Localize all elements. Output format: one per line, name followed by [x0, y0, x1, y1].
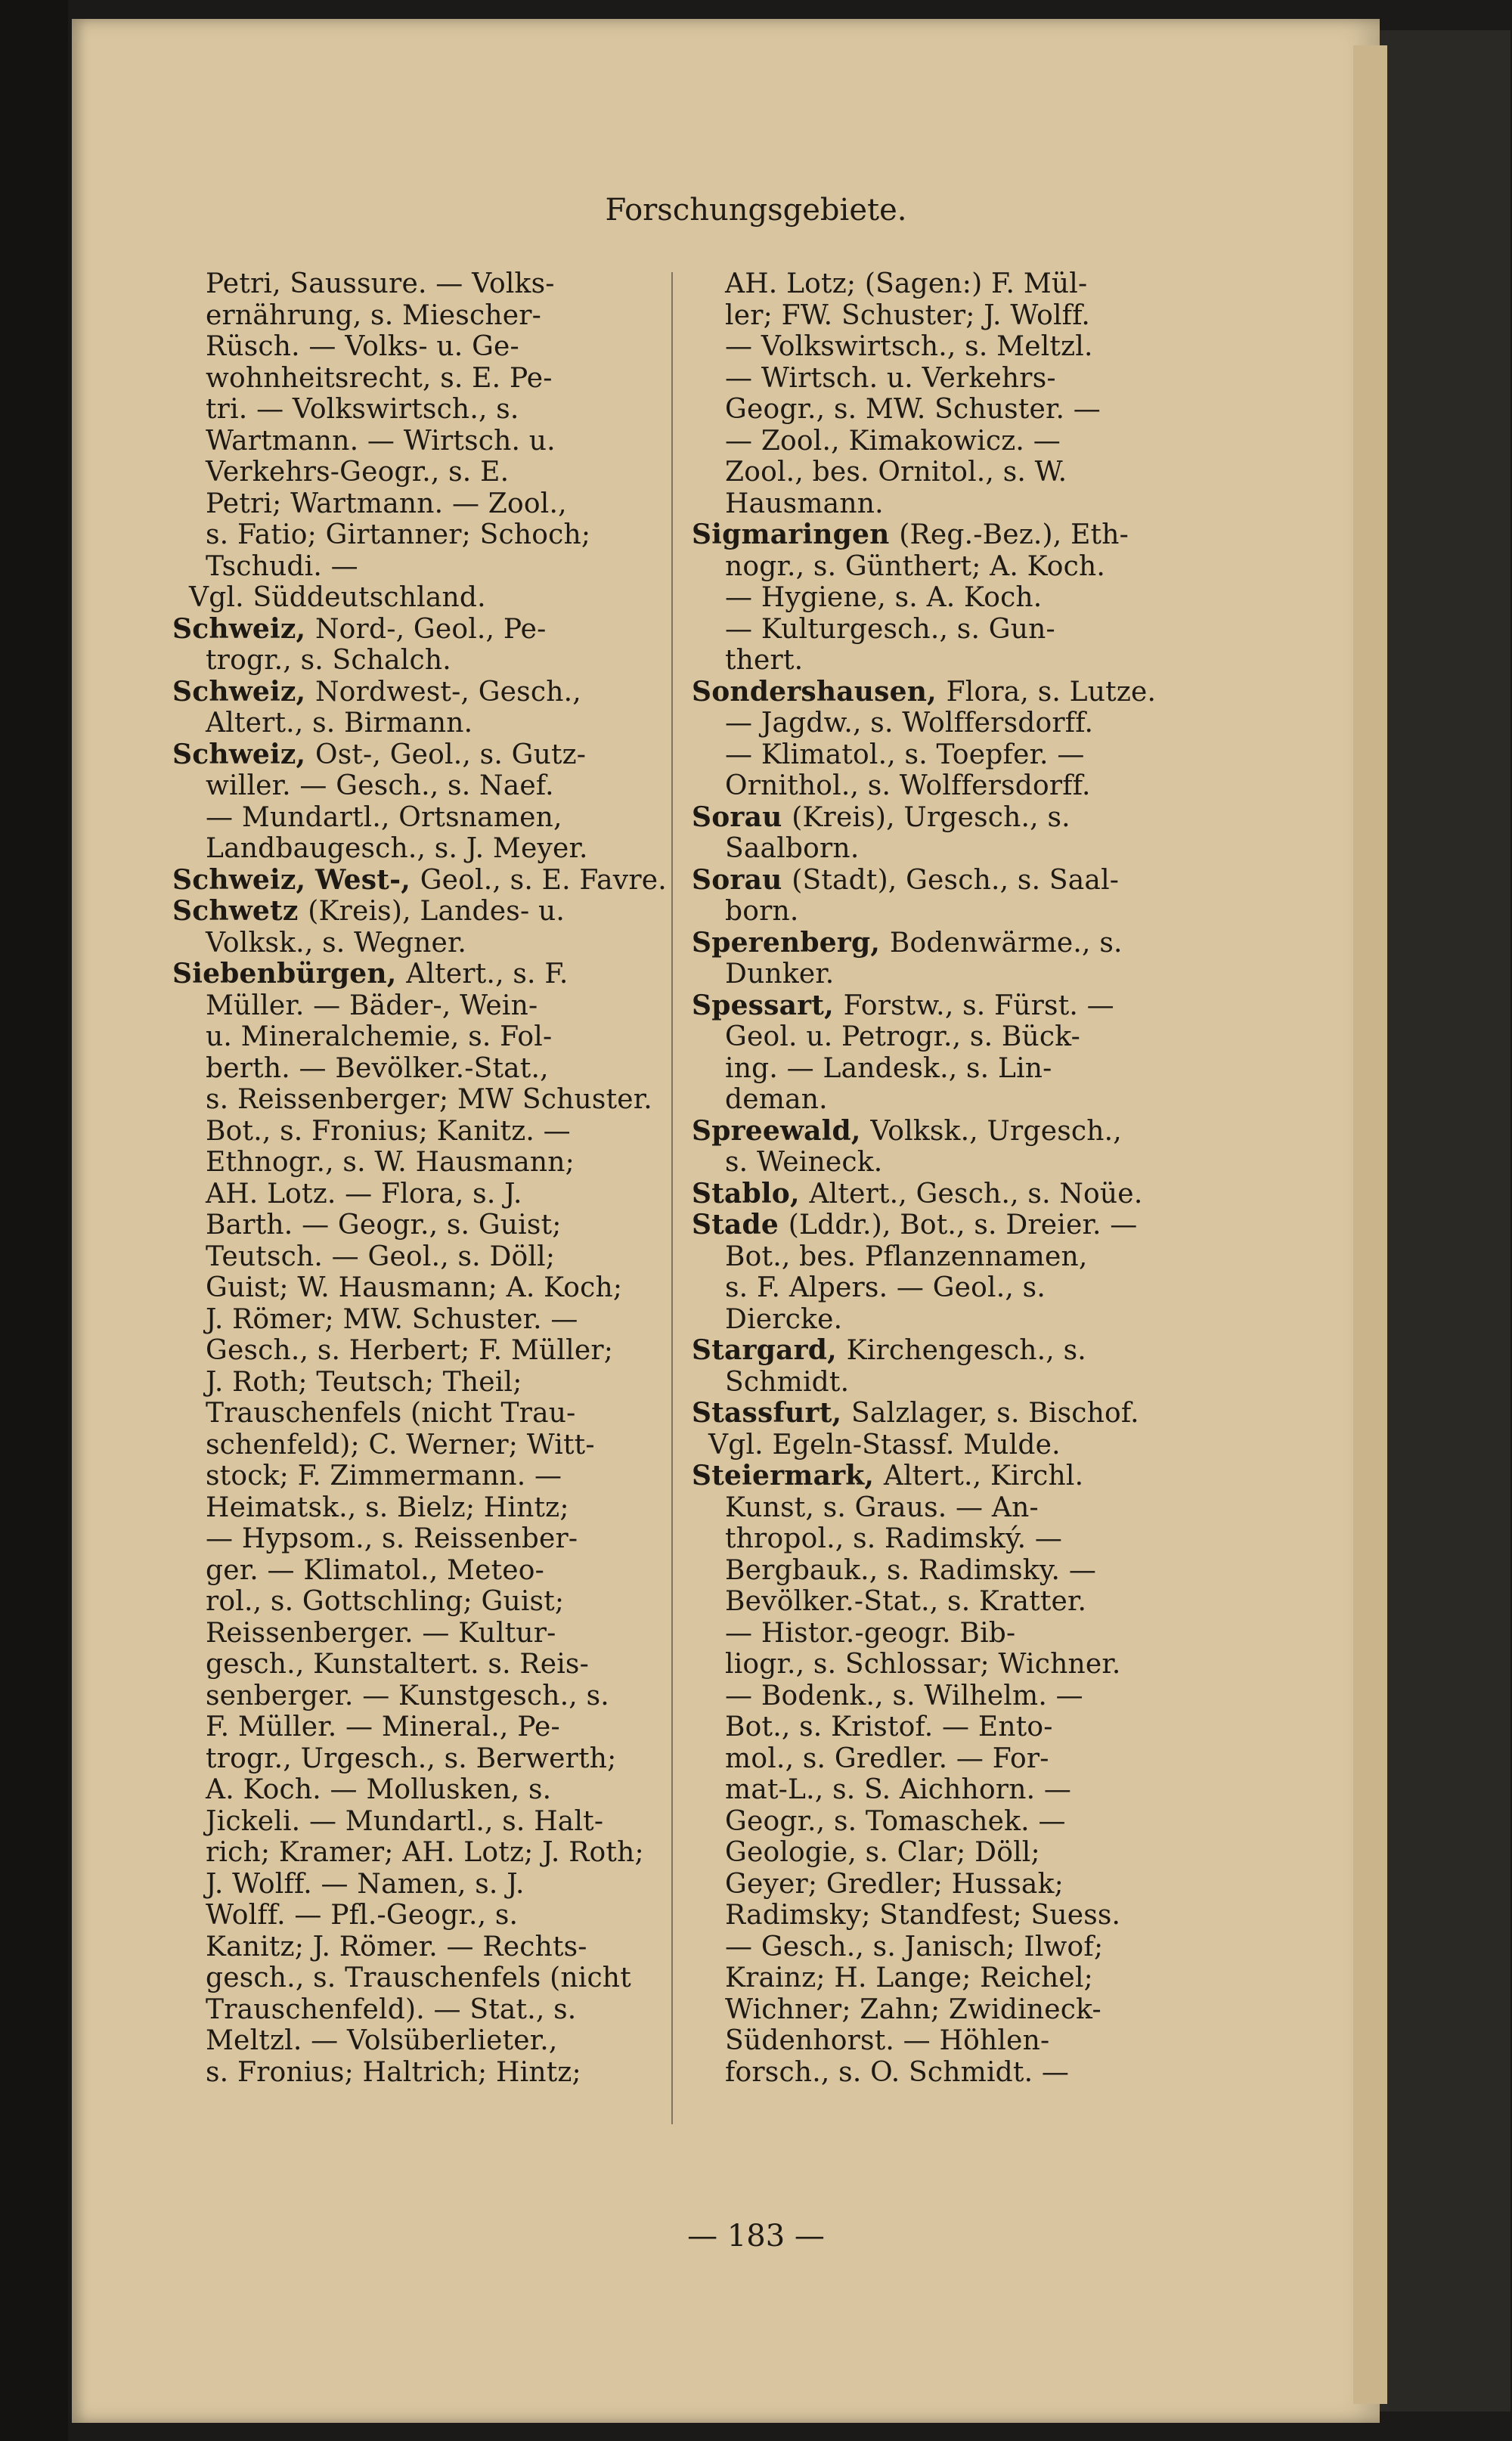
index-headword: Schwetz [172, 895, 308, 927]
index-entry-text: Wichner; Zahn; Zwidineck- [725, 1993, 1101, 2025]
index-entry-line [172, 1241, 661, 1273]
index-entry-line [172, 1272, 661, 1304]
index-headword: Steiermark, [692, 1460, 884, 1492]
index-headword: Spreewald, [692, 1114, 871, 1147]
index-entry-heading-line [172, 677, 661, 708]
index-entry-heading-line [172, 896, 661, 928]
index-entry-text: Petri, Saussure. — Volks- [206, 268, 555, 299]
index-entry-text: stock; F. Zimmermann. — [206, 1461, 562, 1492]
index-entry-text: berth. — Bevölker.-Stat., [206, 1052, 549, 1084]
index-headword: Schweiz, [172, 612, 315, 645]
index-entry-line [692, 1492, 1183, 1524]
index-entry-line [172, 268, 661, 300]
index-entry-line [692, 1837, 1183, 1869]
index-entry-line [172, 1523, 661, 1555]
index-entry-line [692, 1367, 1183, 1399]
index-entry-line [692, 1994, 1183, 2026]
index-entry-text: trogr., s. Schalch. [206, 645, 451, 676]
index-entry-text: — Hypsom., s. Reissenber- [206, 1523, 578, 1554]
index-entry-text: Altert., Kirchl. [883, 1461, 1084, 1492]
index-entry-line [692, 1523, 1183, 1555]
index-entry-text: — Gesch., s. Janisch; Ilwof; [725, 1931, 1104, 1962]
index-headword: Sperenberg, [692, 926, 890, 959]
index-entry-text: trogr., Urgesch., s. Berwerth; [206, 1742, 617, 1774]
index-entry-heading-line [172, 959, 661, 990]
index-entry-text: Trauschenfels (nicht Trau- [206, 1398, 576, 1429]
index-entry-text: — Kulturgesch., s. Gun- [725, 613, 1055, 645]
index-entry-line [692, 896, 1183, 928]
index-entry-text: Kunst, s. Graus. — An- [725, 1492, 1039, 1523]
index-entry-line [692, 645, 1183, 677]
scan-background-left [0, 0, 68, 2441]
index-entry-line [172, 2057, 661, 2089]
index-entry-text: Kanitz; J. Römer. — Rechts- [206, 1931, 587, 1962]
index-headword: Stargard, [692, 1334, 847, 1366]
index-entry-heading-line [692, 865, 1183, 897]
index-entry-line [172, 1021, 661, 1053]
index-entry-line [692, 959, 1183, 990]
index-entry-line [692, 1241, 1183, 1273]
index-entry-text: — Jagdw., s. Wolffersdorff. [725, 708, 1094, 739]
index-entry-text: wohnheitsrecht, s. E. Pe- [206, 362, 553, 394]
index-entry-line [692, 614, 1183, 646]
index-entry-text: (Kreis), Landes- u. [308, 896, 565, 927]
index-entry-text: Teutsch. — Geol., s. Döll; [206, 1241, 556, 1272]
index-entry-line [692, 1962, 1183, 1994]
index-entry-line [172, 1618, 661, 1650]
index-entry-text: Geogr., s. Tomaschek. — [725, 1805, 1066, 1837]
index-entry-text: Tschudi. — [206, 550, 358, 582]
index-entry-heading-line [692, 1210, 1183, 1241]
index-entry-line [172, 1053, 661, 1085]
index-entry-text: — Hygiene, s. A. Koch. [725, 582, 1043, 613]
index-entry-text: Südenhorst. — Höhlen- [725, 2025, 1050, 2056]
index-headword: Schweiz, [172, 675, 315, 708]
index-entry-line [692, 1586, 1183, 1618]
index-entry-text: Kirchengesch., s. [846, 1335, 1086, 1366]
index-entry-text: A. Koch. — Mollusken, s. [206, 1774, 552, 1805]
index-entry-text: (Lddr.), Bot., s. Dreier. — [788, 1210, 1138, 1241]
index-entry-line [692, 426, 1183, 457]
index-entry-text: Wolff. — Pfl.-Geogr., s. [206, 1900, 519, 1931]
index-entry-heading-line [692, 1116, 1183, 1148]
index-entry-line [172, 708, 661, 739]
index-entry-line [172, 1681, 661, 1712]
index-entry-text: Bot., s. Kristof. — Ento- [725, 1711, 1053, 1742]
index-entry-text: Ost-, Geol., s. Gutz- [314, 739, 587, 770]
index-entry-text: Barth. — Geogr., s. Guist; [206, 1210, 562, 1241]
index-entry-line [172, 990, 661, 1022]
index-entry-line [692, 1931, 1183, 1963]
index-entry-text: u. Mineralchemie, s. Fol- [206, 1021, 553, 1052]
running-header: Forschungsgebiete. [605, 193, 907, 228]
index-entry-text: Heimatsk., s. Bielz; Hintz; [206, 1492, 569, 1523]
index-entry-text: liogr., s. Schlossar; Wichner. [725, 1649, 1121, 1680]
index-entry-line [692, 708, 1183, 739]
index-entry-text: Geologie, s. Clar; Döll; [725, 1837, 1040, 1868]
index-entry-text: Reissenberger. — Kultur- [206, 1617, 556, 1649]
index-entry-text: ler; FW. Schuster; J. Wolff. [725, 299, 1091, 331]
index-entry-text: Geogr., s. MW. Schuster. — [725, 394, 1101, 425]
index-entry-line [692, 1649, 1183, 1681]
index-entry-line [692, 1711, 1183, 1743]
index-entry-heading-line [692, 1398, 1183, 1430]
index-entry-line [692, 1555, 1183, 1587]
index-entry-text: Wartmann. — Wirtsch. u. [206, 425, 556, 457]
index-entry-line [692, 457, 1183, 488]
index-entry-line [172, 1900, 661, 1931]
index-entry-text: forsch., s. O. Schmidt. — [725, 2056, 1070, 2088]
index-entry-heading-line [172, 614, 661, 646]
index-entry-line [172, 1837, 661, 1869]
index-entry-text: J. Wolff. — Namen, s. J. [206, 1868, 525, 1900]
index-headword: Siebenbürgen, [172, 958, 407, 990]
index-entry-text: (Kreis), Urgesch., s. [792, 801, 1070, 833]
index-entry-text: mol., s. Gredler. — For- [725, 1742, 1049, 1774]
index-entry-text: Nordwest-, Gesch., [314, 676, 581, 708]
index-entry-line [692, 2057, 1183, 2089]
index-entry-text: willer. — Gesch., s. Naef. [206, 770, 554, 801]
index-entry-line [172, 802, 661, 834]
index-entry-line [172, 300, 661, 332]
index-entry-line [172, 833, 661, 865]
index-entry-line [172, 645, 661, 677]
index-entry-text: tri. — Volkswirtsch., s. [206, 394, 519, 425]
index-entry-text: Radimsky; Standfest; Suess. [725, 1900, 1121, 1931]
index-entry-text: Vgl. Süddeutschland. [189, 582, 486, 613]
index-entry-text: Vgl. Egeln-Stassf. Mulde. [708, 1429, 1061, 1461]
index-entry-line [172, 488, 661, 520]
index-entry-line [172, 1774, 661, 1806]
index-entry-text: Saalborn. [725, 833, 860, 864]
index-entry-line [172, 1084, 661, 1116]
index-entry-text: AH. Lotz; (Sagen:) F. Mül- [725, 268, 1088, 299]
index-entry-text: F. Müller. — Mineral., Pe- [206, 1711, 560, 1742]
index-entry-line [692, 488, 1183, 520]
index-entry-text: J. Römer; MW. Schuster. — [206, 1303, 578, 1335]
index-headword: Sorau [692, 863, 792, 896]
index-entry-line [172, 1461, 661, 1492]
index-entry-line [692, 1869, 1183, 1900]
index-entry-heading-line [692, 802, 1183, 834]
index-entry-line [692, 300, 1183, 332]
index-entry-text: Bergbauk., s. Radimsky. — [725, 1554, 1097, 1586]
index-entry-line [692, 551, 1183, 583]
index-entry-text: — Histor.-geogr. Bib- [725, 1617, 1016, 1649]
index-entry-line [172, 1116, 661, 1148]
index-entry-text: Volksk., s. Wegner. [206, 927, 467, 959]
index-entry-text: Ethnogr., s. W. Hausmann; [206, 1147, 575, 1178]
index-entry-line [172, 1335, 661, 1367]
index-entry-text: thropol., s. Radimský. — [725, 1523, 1063, 1554]
index-entry-line [692, 1053, 1183, 1085]
index-entry-line [692, 1147, 1183, 1179]
index-entry-line [692, 582, 1183, 614]
index-entry-text: J. Roth; Teutsch; Theil; [206, 1366, 522, 1398]
index-entry-text: mat-L., s. S. Aichhorn. — [725, 1774, 1072, 1805]
index-entry-line [172, 519, 661, 551]
index-entry-text: Bevölker.-Stat., s. Kratter. [725, 1586, 1087, 1617]
column-divider [671, 272, 673, 2124]
index-entry-line [172, 2025, 661, 2057]
index-entry-line [692, 770, 1183, 802]
index-entry-heading-line [172, 739, 661, 771]
index-entry-heading-line [692, 928, 1183, 959]
index-headword: Stablo, [692, 1177, 810, 1210]
index-entry-text: ger. — Klimatol., Meteo- [206, 1554, 545, 1586]
index-entry-line [692, 268, 1183, 300]
index-entry-line [172, 426, 661, 457]
index-entry-text: Petri; Wartmann. — Zool., [206, 488, 567, 519]
index-entry-text: — Zool., Kimakowicz. — [725, 425, 1061, 457]
index-entry-text: Bodenwärme., s. [889, 927, 1123, 959]
index-entry-line [172, 1994, 661, 2026]
index-entry-line [172, 1398, 661, 1430]
index-entry-text: Müller. — Bäder-, Wein- [206, 990, 538, 1021]
index-entry-line [172, 1179, 661, 1210]
index-entry-text: — Mundartl., Ortsnamen, [206, 801, 562, 833]
page-stack-edge [1353, 45, 1387, 2404]
index-entry-text: Volksk., Urgesch., [870, 1115, 1122, 1147]
index-headword: Sorau [692, 801, 792, 833]
book-cover-edge [1376, 30, 1510, 2412]
index-entry-text: Bot., s. Fronius; Kanitz. — [206, 1115, 571, 1147]
index-entry-text: Forstw., s. Fürst. — [843, 990, 1114, 1021]
index-entry-line [172, 1304, 661, 1336]
right-column [692, 268, 1183, 2088]
index-entry-text: Dunker. [725, 959, 835, 990]
index-entry-text: Gesch., s. Herbert; F. Müller; [206, 1335, 614, 1366]
index-entry-text: — Klimatol., s. Toepfer. — [725, 739, 1085, 770]
index-entry-line [692, 2025, 1183, 2057]
index-entry-heading-line [692, 990, 1183, 1022]
index-entry-text: deman. [725, 1084, 828, 1115]
index-entry-line [172, 1649, 661, 1681]
index-entry-line [172, 582, 661, 614]
index-entry-text: AH. Lotz. — Flora, s. J. [206, 1178, 522, 1210]
index-entry-text: — Wirtsch. u. Verkehrs- [725, 362, 1056, 394]
index-entry-line [172, 1586, 661, 1618]
index-entry-line [172, 1806, 661, 1838]
index-entry-text: Diercke. [725, 1303, 843, 1335]
index-entry-line [172, 457, 661, 488]
index-entry-line [172, 1555, 661, 1587]
index-entry-line [172, 1743, 661, 1775]
index-entry-line [172, 1962, 661, 1994]
index-entry-text: Krainz; H. Lange; Reichel; [725, 1962, 1093, 1993]
index-entry-text: s. Weineck. [725, 1147, 883, 1178]
index-entry-heading-line [692, 519, 1183, 551]
index-entry-line [172, 770, 661, 802]
index-headword: Schweiz, West-, [172, 863, 420, 896]
index-entry-line [692, 833, 1183, 865]
index-entry-text: Trauschenfeld). — Stat., s. [206, 1993, 577, 2025]
index-entry-text: s. F. Alpers. — Geol., s. [725, 1272, 1046, 1303]
index-entry-text: Geyer; Gredler; Hussak; [725, 1868, 1064, 1900]
index-entry-text: Nord-, Geol., Pe- [314, 613, 547, 645]
index-entry-text: Altert., s. Birmann. [206, 708, 473, 739]
index-entry-text: thert. [725, 645, 804, 676]
index-entry-text: nogr., s. Günthert; A. Koch. [725, 550, 1106, 582]
index-entry-text: Altert., Gesch., s. Noüe. [809, 1178, 1143, 1210]
index-entry-text: gesch., s. Trauschenfels (nicht [206, 1962, 631, 1993]
index-entry-line [692, 331, 1183, 363]
index-entry-line [692, 1304, 1183, 1336]
index-entry-text: Jickeli. — Mundartl., s. Halt- [206, 1805, 604, 1837]
index-entry-line [172, 1931, 661, 1963]
index-entry-text: s. Fronius; Haltrich; Hintz; [206, 2056, 581, 2088]
left-column [172, 268, 667, 2088]
index-entry-heading-line [692, 1179, 1183, 1210]
index-entry-text: Guist; W. Hausmann; A. Koch; [206, 1272, 623, 1303]
index-entry-line [172, 928, 661, 959]
index-headword: Stade [692, 1209, 789, 1241]
index-entry-text: born. [725, 896, 799, 927]
index-entry-line [172, 1492, 661, 1524]
index-entry-text: Hausmann. [725, 488, 884, 519]
index-entry-text: Bot., bes. Pflanzennamen, [725, 1241, 1088, 1272]
index-headword: Sondershausen, [692, 675, 947, 708]
index-entry-line [172, 363, 661, 395]
index-entry-line [692, 1430, 1183, 1461]
index-entry-text: ernährung, s. Miescher- [206, 299, 542, 331]
index-entry-text: Landbaugesch., s. J. Meyer. [206, 833, 588, 864]
index-entry-text: Salzlager, s. Bischof. [851, 1398, 1139, 1429]
page-number: — 183 — [687, 2219, 825, 2254]
index-entry-line [172, 551, 661, 583]
index-entry-heading-line [172, 863, 667, 897]
index-entry-line [692, 739, 1183, 771]
index-entry-line [172, 1430, 661, 1461]
index-entry-text: Verkehrs-Geogr., s. E. [206, 457, 510, 488]
index-entry-line [692, 1806, 1183, 1838]
index-entry-text: rol., s. Gottschling; Guist; [206, 1586, 565, 1617]
index-entry-line [692, 1774, 1183, 1806]
index-entry-text: gesch., Kunstaltert. s. Reis- [206, 1649, 589, 1680]
index-entry-text: (Reg.-Bez.), Eth- [899, 519, 1129, 550]
index-headword: Sigmaringen [692, 519, 900, 550]
index-entry-text: rich; Kramer; AH. Lotz; J. Roth; [206, 1837, 644, 1868]
index-entry-text: senberger. — Kunstgesch., s. [206, 1680, 609, 1711]
index-entry-heading-line [692, 1335, 1183, 1367]
index-entry-line [692, 1272, 1183, 1304]
index-entry-line [692, 1743, 1183, 1775]
index-headword: Stassfurt, [692, 1397, 852, 1429]
index-entry-heading-line [692, 677, 1183, 708]
index-entry-text: s. Fatio; Girtanner; Schoch; [206, 519, 591, 550]
index-entry-line [692, 1681, 1183, 1712]
index-entry-line [692, 1021, 1183, 1053]
index-entry-text: Geol. u. Petrogr., s. Bück- [725, 1021, 1081, 1052]
index-entry-line [172, 1367, 661, 1399]
index-entry-text: Rüsch. — Volks- u. Ge- [206, 331, 519, 362]
index-entry-text: Zool., bes. Ornitol., s. W. [725, 457, 1067, 488]
index-entry-line [692, 394, 1183, 426]
index-entry-text: s. Reissenberger; MW Schuster. [206, 1084, 652, 1115]
index-entry-text: — Bodenk., s. Wilhelm. — [725, 1680, 1083, 1711]
index-entry-line [172, 1869, 661, 1900]
index-entry-line [172, 1711, 661, 1743]
index-entry-text: Flora, s. Lutze. [946, 676, 1157, 708]
index-entry-text: schenfeld); C. Werner; Witt- [206, 1429, 595, 1461]
index-entry-line [172, 1147, 661, 1179]
index-entry-text: (Stadt), Gesch., s. Saal- [792, 864, 1120, 896]
index-entry-text: ing. — Landesk., s. Lin- [725, 1052, 1052, 1084]
index-entry-text: Altert., s. F. [406, 959, 569, 990]
index-entry-text: Geol., s. E. Favre. [420, 864, 667, 896]
index-entry-text: Meltzl. — Volsüberlieter., [206, 2025, 558, 2056]
index-headword: Spessart, [692, 989, 844, 1021]
index-entry-heading-line [692, 1461, 1183, 1492]
index-entry-line [172, 1210, 661, 1241]
index-entry-text: — Volkswirtsch., s. Meltzl. [725, 331, 1093, 362]
index-entry-line [692, 1618, 1183, 1650]
index-headword: Schweiz, [172, 738, 315, 770]
index-entry-line [692, 363, 1183, 395]
index-entry-text: Schmidt. [725, 1366, 850, 1398]
index-entry-line [692, 1084, 1183, 1116]
index-entry-text: Ornithol., s. Wolffersdorff. [725, 770, 1091, 801]
index-entry-line [172, 331, 661, 363]
index-entry-line [172, 394, 661, 426]
index-entry-line [692, 1900, 1183, 1931]
